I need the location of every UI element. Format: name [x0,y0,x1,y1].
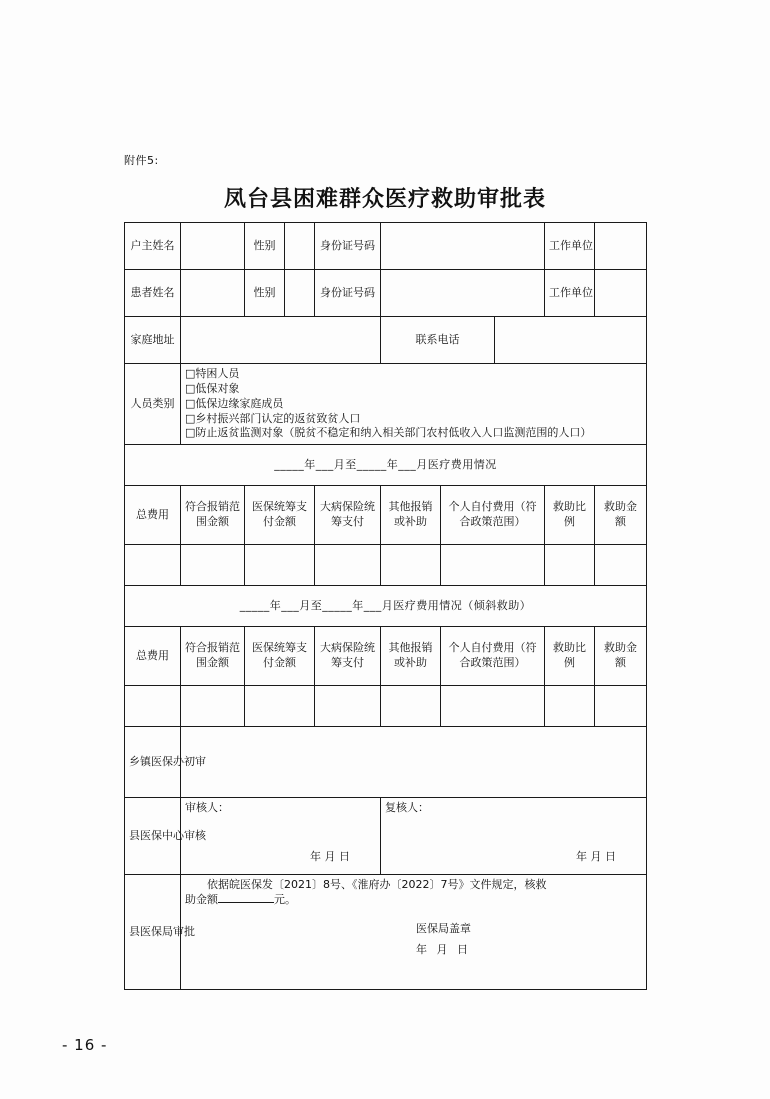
householder-gender-label: 性别 [245,223,285,270]
patient-workunit-label: 工作单位 [545,270,595,317]
expense2-value-6[interactable] [545,686,595,727]
township-review-value[interactable] [181,727,647,798]
category-option-0[interactable]: □特困人员 [185,367,240,380]
bureau-approval-date: 年 月 日 [416,942,471,956]
table-row [125,223,647,270]
householder-workunit-value[interactable] [595,223,647,270]
expense1-value-2[interactable] [245,545,315,586]
page-number: - 16 - [62,1036,108,1054]
table-row [125,270,647,317]
table-row [125,586,647,627]
expense2-value-3[interactable] [315,686,381,727]
expense1-header-5: 个人自付费用（符合政策范围） [441,486,545,545]
expense1-value-1[interactable] [181,545,245,586]
table-row [125,445,647,486]
bureau-seal-text: 医保局盖章 [416,921,471,935]
address-value[interactable] [181,317,381,364]
expense2-value-4[interactable] [381,686,441,727]
patient-name-value[interactable] [181,270,245,317]
expense1-header-2: 医保统筹支付金额 [245,486,315,545]
householder-name-label: 户主姓名 [125,223,181,270]
householder-name-value[interactable] [181,223,245,270]
expense2-value-7[interactable] [595,686,647,727]
expense1-value-5[interactable] [441,545,545,586]
bureau-approval-line1: 依据皖医保发〔2021〕8号、《淮府办〔2022〕7号》文件规定，核救 [207,878,547,892]
patient-gender-value[interactable] [285,270,315,317]
expense2-header-4: 其他报销或补助 [381,627,441,686]
expense2-header-2: 医保统筹支付金额 [245,627,315,686]
approval-form-table [124,222,647,990]
county-recheck-cell[interactable] [381,798,647,875]
table-row [125,486,647,545]
bureau-approval-amount-prefix: 助金额 [185,893,218,907]
bureau-approval-label: 县医保局审批 [125,875,181,990]
expense2-header-3: 大病保险统筹支付 [315,627,381,686]
bureau-approval-line2 [185,893,642,908]
expense2-header-7: 救助金额 [595,627,647,686]
category-option-3[interactable]: □乡村振兴部门认定的返贫致贫人口 [185,411,361,425]
expense2-value-0[interactable] [125,686,181,727]
category-label: 人员类别 [125,364,181,445]
county-recheck-date: 年 月 日 [576,850,616,864]
expense1-header-6: 救助比例 [545,486,595,545]
county-recheck-label: 复核人： [385,801,429,815]
bureau-approval-cell[interactable] [181,875,647,990]
township-review-label: 乡镇医保办初审 [125,727,181,798]
expense1-value-7[interactable] [595,545,647,586]
category-option-1[interactable]: □低保对象 [185,381,240,395]
phone-label: 联系电话 [381,317,495,364]
table-row [125,627,647,686]
category-option-2[interactable]: □低保边缘家庭成员 [185,396,284,410]
category-option-4[interactable]: □防止返贫监测对象（脱贫不稳定和纳入相关部门农村低收入人口监测范围的人口） [185,426,592,440]
householder-id-label: 身份证号码 [315,223,381,270]
householder-id-value[interactable] [381,223,545,270]
table-row [125,545,647,586]
table-row [125,686,647,727]
expense2-header-6: 救助比例 [545,627,595,686]
expense2-value-5[interactable] [441,686,545,727]
expense1-header-4: 其他报销或补助 [381,486,441,545]
county-reviewer-date: 年 月 日 [310,850,350,864]
page-title: 凤台县困难群众医疗救助审批表 [223,187,546,212]
county-reviewer-label: 审核人： [185,801,229,815]
patient-id-value[interactable] [381,270,545,317]
county-reviewer-cell[interactable] [181,798,381,875]
expense1-value-6[interactable] [545,545,595,586]
address-label: 家庭地址 [125,317,181,364]
expense1-value-3[interactable] [315,545,381,586]
householder-workunit-label: 工作单位 [545,223,595,270]
patient-workunit-value[interactable] [595,270,647,317]
expense1-header-0: 总费用 [125,486,181,545]
category-options [181,364,647,445]
table-row [125,727,647,798]
table-row [125,317,647,364]
householder-gender-value[interactable] [285,223,315,270]
bureau-approval-amount-field[interactable] [218,902,274,903]
patient-id-label: 身份证号码 [315,270,381,317]
expense1-header-3: 大病保险统筹支付 [315,486,381,545]
expense2-header-1: 符合报销范围金额 [181,627,245,686]
table-row [125,798,647,875]
period-2-text: _____年___月至_____年___月医疗费用情况（倾斜救助） [125,586,647,627]
phone-value[interactable] [495,317,647,364]
patient-gender-label: 性别 [245,270,285,317]
expense2-value-2[interactable] [245,686,315,727]
expense1-header-7: 救助金额 [595,486,647,545]
expense1-value-0[interactable] [125,545,181,586]
patient-name-label: 患者姓名 [125,270,181,317]
expense2-value-1[interactable] [181,686,245,727]
expense1-header-1: 符合报销范围金额 [181,486,245,545]
attachment-label: 附件5: [124,154,159,167]
table-row [125,364,647,445]
period-1-text: _____年___月至_____年___月医疗费用情况 [125,445,647,486]
bureau-approval-amount-suffix: 元。 [274,893,296,907]
expense1-value-4[interactable] [381,545,441,586]
county-review-label: 县医保中心审核 [125,798,181,875]
expense2-header-5: 个人自付费用（符合政策范围） [441,627,545,686]
table-row [125,875,647,990]
expense2-header-0: 总费用 [125,627,181,686]
